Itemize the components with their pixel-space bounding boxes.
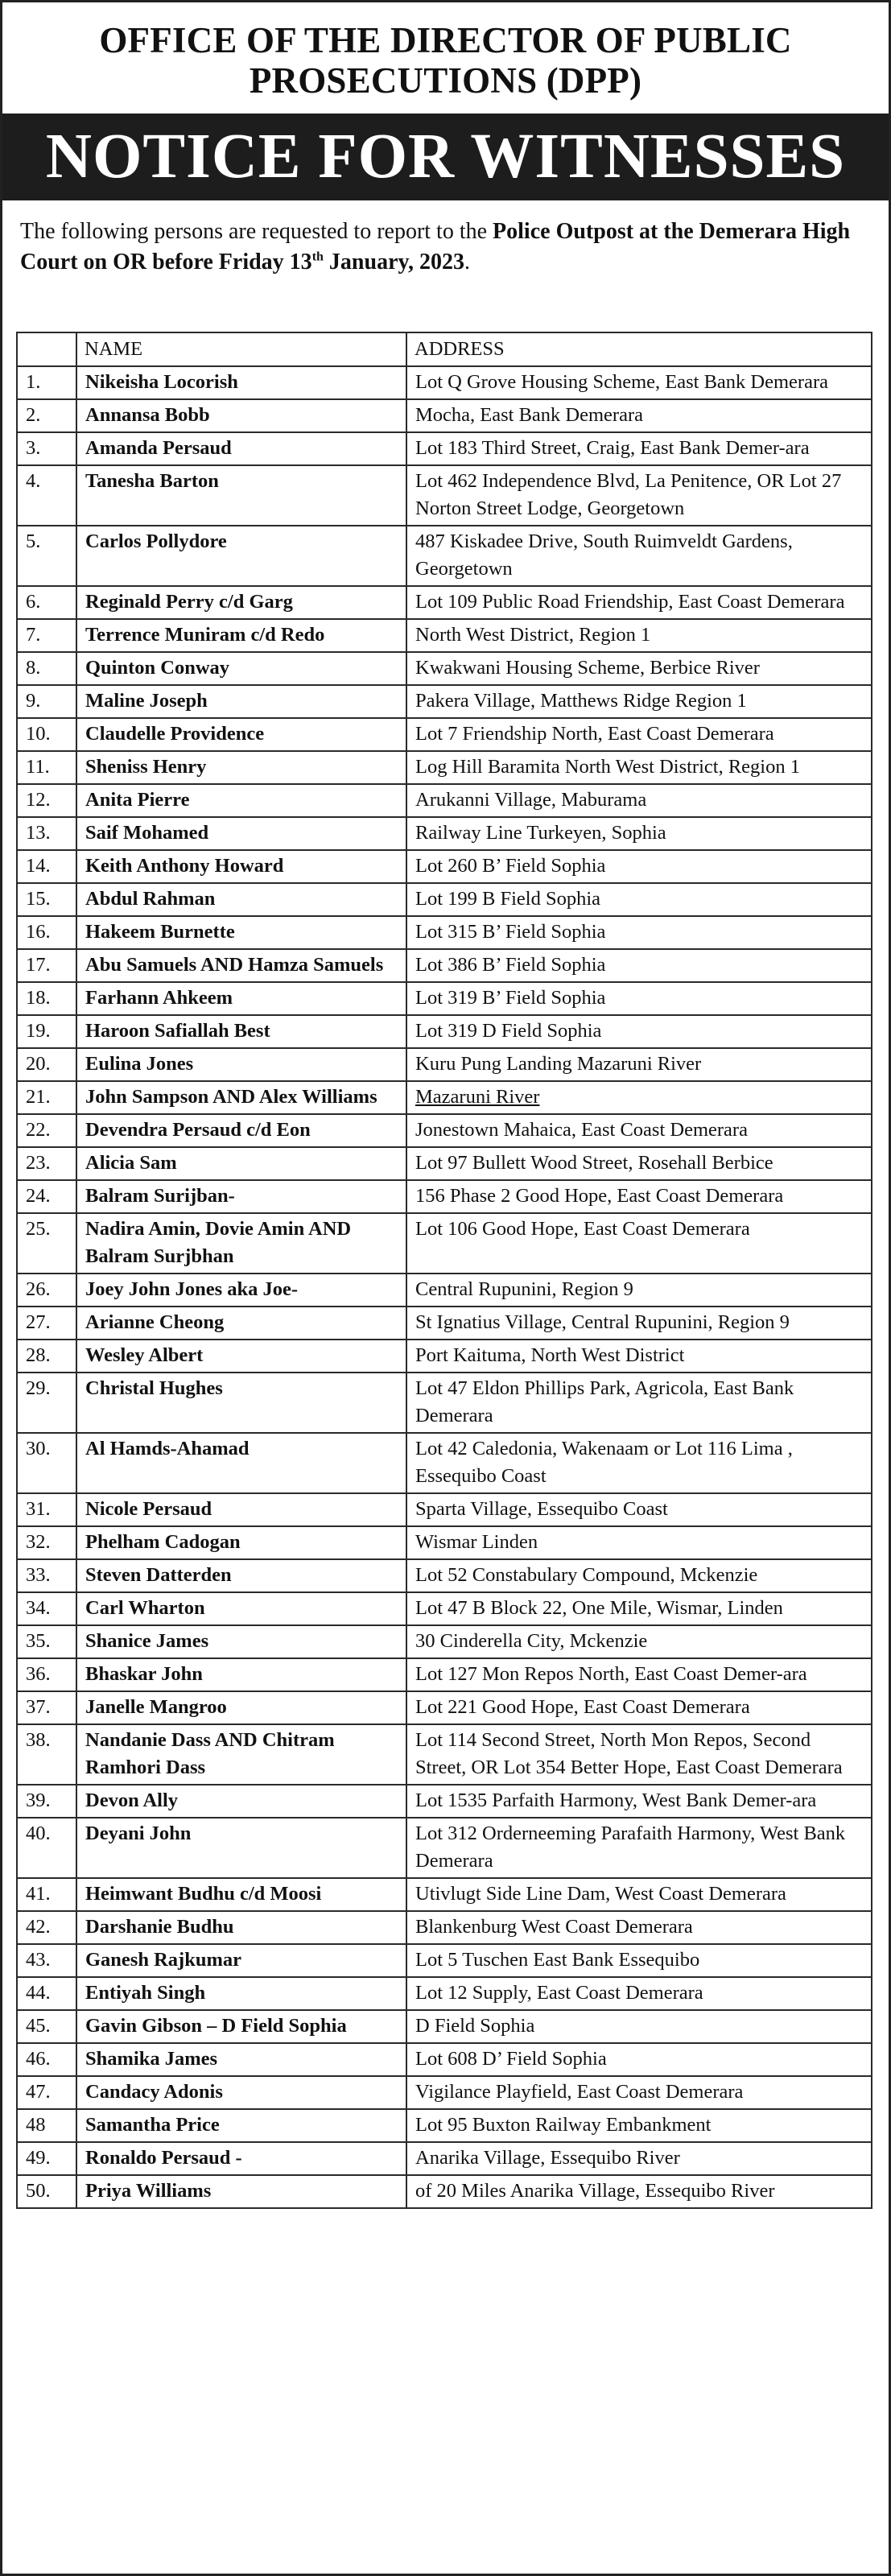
table-row (17, 1526, 872, 1559)
table-row (17, 1373, 872, 1433)
row-number: 48 (17, 2109, 76, 2142)
witness-rows (17, 366, 872, 2208)
table-row (17, 1015, 872, 1048)
witness-name: Ganesh Rajkumar (76, 1944, 406, 1977)
row-number: 22. (17, 1114, 76, 1147)
table-row (17, 1724, 872, 1785)
witness-address: Arukanni Village, Maburama (406, 784, 872, 817)
witness-name: Claudelle Providence (76, 718, 406, 751)
witness-address: Mocha, East Bank Demerara (406, 399, 872, 432)
witness-name: Nikeisha Locorish (76, 366, 406, 399)
row-number: 1. (17, 366, 76, 399)
row-number: 28. (17, 1340, 76, 1373)
row-number: 47. (17, 2076, 76, 2109)
witness-name: Farhann Ahkeem (76, 982, 406, 1015)
table-row (17, 1180, 872, 1213)
witness-address: Wismar Linden (406, 1526, 872, 1559)
witness-name: Phelham Cadogan (76, 1526, 406, 1559)
row-number: 12. (17, 784, 76, 817)
witness-address: 30 Cinderella City, Mckenzie (406, 1625, 872, 1658)
row-number: 38. (17, 1724, 76, 1785)
witness-address: Anarika Village, Essequibo River (406, 2142, 872, 2175)
witness-address: Lot 312 Orderneeming Parafaith Harmony, West Bank Demerara (406, 1818, 872, 1878)
row-number: 49. (17, 2142, 76, 2175)
row-number: 7. (17, 619, 76, 652)
intro-bold-end: January, 2023 (323, 250, 464, 275)
witness-name: Shamika James (76, 2043, 406, 2076)
table-row (17, 2010, 872, 2043)
table-row (17, 1944, 872, 1977)
table-row (17, 2043, 872, 2076)
table-row (17, 432, 872, 465)
header-number (17, 332, 76, 366)
witness-name: Arianne Cheong (76, 1307, 406, 1340)
witness-name: Wesley Albert (76, 1340, 406, 1373)
witness-name: Alicia Sam (76, 1147, 406, 1180)
witness-address: Lot 47 Eldon Phillips Park, Agricola, East Bank Demerara (406, 1373, 872, 1433)
table-row (17, 366, 872, 399)
witness-address: Utivlugt Side Line Dam, West Coast Demerara (406, 1878, 872, 1911)
row-number: 25. (17, 1213, 76, 1274)
table-row (17, 2142, 872, 2175)
table-row (17, 1114, 872, 1147)
table-row (17, 916, 872, 949)
table-row (17, 751, 872, 784)
row-number: 39. (17, 1785, 76, 1818)
witness-address: Blankenburg West Coast Demerara (406, 1911, 872, 1944)
witness-address: Vigilance Playfield, East Coast Demerara (406, 2076, 872, 2109)
row-number: 23. (17, 1147, 76, 1180)
witness-address: Lot Q Grove Housing Scheme, East Bank Demerara (406, 366, 872, 399)
witness-address: Lot 319 D Field Sophia (406, 1015, 872, 1048)
table-row (17, 619, 872, 652)
row-number: 10. (17, 718, 76, 751)
witness-name: Carl Wharton (76, 1592, 406, 1625)
intro-superscript: th (311, 250, 324, 264)
witness-name: Terrence Muniram c/d Redo (76, 619, 406, 652)
row-number: 37. (17, 1691, 76, 1724)
row-number: 44. (17, 1977, 76, 2010)
table-row (17, 586, 872, 619)
witness-name: Darshanie Budhu (76, 1911, 406, 1944)
row-number: 2. (17, 399, 76, 432)
row-number: 33. (17, 1559, 76, 1592)
table-row (17, 1592, 872, 1625)
witness-address: Lot 608 D’ Field Sophia (406, 2043, 872, 2076)
witness-name: Priya Williams (76, 2175, 406, 2208)
witness-address: Lot 1535 Parfaith Harmony, West Bank Demer-ara (406, 1785, 872, 1818)
witness-address: Kwakwani Housing Scheme, Berbice River (406, 652, 872, 685)
witness-name: Devendra Persaud c/d Eon (76, 1114, 406, 1147)
witness-address: Lot 95 Buxton Railway Embankment (406, 2109, 872, 2142)
table-row (17, 1147, 872, 1180)
witness-address: Lot 12 Supply, East Coast Demerara (406, 1977, 872, 2010)
witness-name: Balram Surijban- (76, 1180, 406, 1213)
witness-name: Devon Ally (76, 1785, 406, 1818)
witness-address: Log Hill Baramita North West District, Region 1 (406, 751, 872, 784)
header-address: ADDRESS (406, 332, 872, 366)
table-row (17, 1818, 872, 1878)
table-header-row (17, 332, 872, 366)
row-number: 5. (17, 526, 76, 586)
row-number: 18. (17, 982, 76, 1015)
witness-address: Lot 52 Constabulary Compound, Mckenzie (406, 1559, 872, 1592)
table-row (17, 652, 872, 685)
witness-address: Sparta Village, Essequibo Coast (406, 1493, 872, 1526)
witness-name: Joey John Jones aka Joe- (76, 1274, 406, 1307)
witness-address: Lot 462 Independence Blvd, La Penitence, OR Lot 27 Norton Street Lodge, Georgetown (406, 465, 872, 526)
witness-address: Pakera Village, Matthews Ridge Region 1 (406, 685, 872, 718)
intro-paragraph (20, 217, 872, 278)
witness-name: Nicole Persaud (76, 1493, 406, 1526)
witness-address: Jonestown Mahaica, East Coast Demerara (406, 1114, 872, 1147)
witness-address: Lot 5 Tuschen East Bank Essequibo (406, 1944, 872, 1977)
witness-address: D Field Sophia (406, 2010, 872, 2043)
table-row (17, 1658, 872, 1691)
witness-name: Heimwant Budhu c/d Moosi (76, 1878, 406, 1911)
table-row (17, 685, 872, 718)
witness-name: Tanesha Barton (76, 465, 406, 526)
witness-name: Nandanie Dass AND Chitram Ramhori Dass (76, 1724, 406, 1785)
table-row (17, 1213, 872, 1274)
table-row (17, 2175, 872, 2208)
row-number: 36. (17, 1658, 76, 1691)
witness-address: Lot 315 B’ Field Sophia (406, 916, 872, 949)
witness-address: Lot 7 Friendship North, East Coast Demerara (406, 718, 872, 751)
row-number: 4. (17, 465, 76, 526)
row-number: 21. (17, 1081, 76, 1114)
office-title-line-2: PROSECUTIONS (DPP) (249, 60, 642, 101)
witness-name: Candacy Adonis (76, 2076, 406, 2109)
witness-name: Al Hamds-Ahamad (76, 1433, 406, 1493)
table-row (17, 982, 872, 1015)
table-row (17, 1307, 872, 1340)
witness-address: Lot 114 Second Street, North Mon Repos, Second Street, OR Lot 354 Better Hope, East Coast Demerara (406, 1724, 872, 1785)
row-number: 6. (17, 586, 76, 619)
witness-address: of 20 Miles Anarika Village, Essequibo River (406, 2175, 872, 2208)
header-name: NAME (76, 332, 406, 366)
witness-address: Lot 386 B’ Field Sophia (406, 949, 872, 982)
witness-address: Lot 183 Third Street, Craig, East Bank Demer-ara (406, 432, 872, 465)
witness-name: Christal Hughes (76, 1373, 406, 1433)
witness-address: 487 Kiskadee Drive, South Ruimveldt Gardens, Georgetown (406, 526, 872, 586)
row-number: 13. (17, 817, 76, 850)
row-number: 8. (17, 652, 76, 685)
witness-address: Lot 97 Bullett Wood Street, Rosehall Berbice (406, 1147, 872, 1180)
witness-name: Bhaskar John (76, 1658, 406, 1691)
row-number: 34. (17, 1592, 76, 1625)
table-row (17, 1785, 872, 1818)
table-row (17, 1274, 872, 1307)
witness-name: Haroon Safiallah Best (76, 1015, 406, 1048)
row-number: 43. (17, 1944, 76, 1977)
witness-address: Railway Line Turkeyen, Sophia (406, 817, 872, 850)
witness-table (16, 332, 872, 2209)
witness-name: Nadira Amin, Dovie Amin AND Balram Surjbhan (76, 1213, 406, 1274)
row-number: 26. (17, 1274, 76, 1307)
witness-name: Keith Anthony Howard (76, 850, 406, 883)
witness-address: North West District, Region 1 (406, 619, 872, 652)
witness-name: Samantha Price (76, 2109, 406, 2142)
row-number: 20. (17, 1048, 76, 1081)
row-number: 27. (17, 1307, 76, 1340)
office-title (2, 20, 889, 101)
table-row (17, 1911, 872, 1944)
row-number: 30. (17, 1433, 76, 1493)
intro-text-end: . (464, 250, 470, 275)
row-number: 46. (17, 2043, 76, 2076)
witness-name: Hakeem Burnette (76, 916, 406, 949)
office-title-line-1: OFFICE OF THE DIRECTOR OF PUBLIC (99, 20, 792, 60)
table-row (17, 784, 872, 817)
table-row (17, 399, 872, 432)
witness-name: Anita Pierre (76, 784, 406, 817)
table-row (17, 1625, 872, 1658)
table-row (17, 1048, 872, 1081)
table-row (17, 817, 872, 850)
witness-address: Lot 106 Good Hope, East Coast Demerara (406, 1213, 872, 1274)
row-number: 14. (17, 850, 76, 883)
table-row (17, 1340, 872, 1373)
row-number: 40. (17, 1818, 76, 1878)
table-row (17, 465, 872, 526)
witness-name: Quinton Conway (76, 652, 406, 685)
witness-address: Lot 109 Public Road Friendship, East Coast Demerara (406, 586, 872, 619)
table-row (17, 2109, 872, 2142)
table-row (17, 1977, 872, 2010)
witness-name: Saif Mohamed (76, 817, 406, 850)
table-row (17, 526, 872, 586)
witness-name: Abdul Rahman (76, 883, 406, 916)
table-row (17, 850, 872, 883)
table-row (17, 883, 872, 916)
table-row (17, 1691, 872, 1724)
witness-address: 156 Phase 2 Good Hope, East Coast Demerara (406, 1180, 872, 1213)
row-number: 24. (17, 1180, 76, 1213)
table-row (17, 1559, 872, 1592)
witness-name: Gavin Gibson – D Field Sophia (76, 2010, 406, 2043)
witness-address: Lot 199 B Field Sophia (406, 883, 872, 916)
witness-name: Entiyah Singh (76, 1977, 406, 2010)
witness-name: Shanice James (76, 1625, 406, 1658)
row-number: 19. (17, 1015, 76, 1048)
table-row (17, 718, 872, 751)
witness-name: Eulina Jones (76, 1048, 406, 1081)
witness-address: Lot 319 B’ Field Sophia (406, 982, 872, 1015)
witness-name: Deyani John (76, 1818, 406, 1878)
row-number: 45. (17, 2010, 76, 2043)
row-number: 3. (17, 432, 76, 465)
row-number: 16. (17, 916, 76, 949)
row-number: 15. (17, 883, 76, 916)
table-row (17, 1493, 872, 1526)
witness-address: Kuru Pung Landing Mazaruni River (406, 1048, 872, 1081)
row-number: 41. (17, 1878, 76, 1911)
witness-address: Mazaruni River (406, 1081, 872, 1114)
row-number: 50. (17, 2175, 76, 2208)
row-number: 32. (17, 1526, 76, 1559)
witness-name: Sheniss Henry (76, 751, 406, 784)
witness-address: Lot 260 B’ Field Sophia (406, 850, 872, 883)
witness-name: Annansa Bobb (76, 399, 406, 432)
witness-address: Lot 127 Mon Repos North, East Coast Demer-ara (406, 1658, 872, 1691)
witness-name: Steven Datterden (76, 1559, 406, 1592)
witness-name: Janelle Mangroo (76, 1691, 406, 1724)
row-number: 17. (17, 949, 76, 982)
witness-address: Lot 221 Good Hope, East Coast Demerara (406, 1691, 872, 1724)
witness-address: Lot 47 B Block 22, One Mile, Wismar, Linden (406, 1592, 872, 1625)
witness-address: Port Kaituma, North West District (406, 1340, 872, 1373)
witness-address: Central Rupunini, Region 9 (406, 1274, 872, 1307)
table-row (17, 1433, 872, 1493)
table-row (17, 949, 872, 982)
witness-name: Abu Samuels AND Hamza Samuels (76, 949, 406, 982)
table-row (17, 2076, 872, 2109)
row-number: 42. (17, 1911, 76, 1944)
witness-name: Carlos Pollydore (76, 526, 406, 586)
witness-address: St Ignatius Village, Central Rupunini, Region 9 (406, 1307, 872, 1340)
row-number: 35. (17, 1625, 76, 1658)
intro-bold-part: Police Outpost at the Demerara High Court on OR before Friday 13 (20, 219, 851, 275)
row-number: 11. (17, 751, 76, 784)
notice-banner: NOTICE FOR WITNESSES (2, 114, 889, 200)
witness-name: John Sampson AND Alex Williams (76, 1081, 406, 1114)
table-row (17, 1081, 872, 1114)
row-number: 29. (17, 1373, 76, 1433)
witness-name: Ronaldo Persaud - (76, 2142, 406, 2175)
intro-text-start: The following persons are requested to report to the (20, 219, 493, 244)
witness-name: Amanda Persaud (76, 432, 406, 465)
table-row (17, 1878, 872, 1911)
row-number: 9. (17, 685, 76, 718)
witness-name: Maline Joseph (76, 685, 406, 718)
row-number: 31. (17, 1493, 76, 1526)
witness-name: Reginald Perry c/d Garg (76, 586, 406, 619)
witness-address: Lot 42 Caledonia, Wakenaam or Lot 116 Lima , Essequibo Coast (406, 1433, 872, 1493)
